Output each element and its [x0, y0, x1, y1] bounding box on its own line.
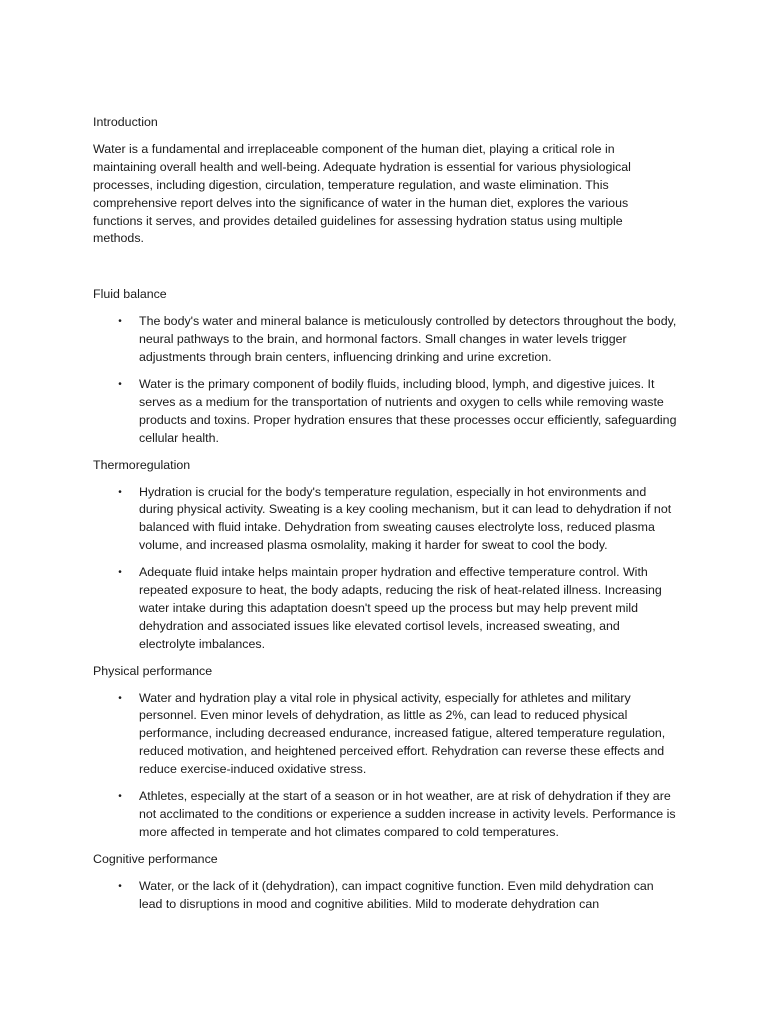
bullet-icon: •	[118, 692, 122, 704]
bullet-icon: •	[118, 378, 122, 390]
list-item-text: Water and hydration play a vital role in physical activity, especially for athletes and military personnel. Even minor levels of dehydration, as little as 2%, can lead to reduced physical performance, including decreased endurance, increased fatigue, altered temperature regulation, reduced motivation, and heightened perceived effort. Rehydration can reverse these effects and reduce exercise-induced oxidative stress.	[139, 690, 666, 777]
cognitive-performance-list	[93, 878, 677, 914]
list-item-text: Water, or the lack of it (dehydration), can impact cognitive function. Even mild dehydration can lead to disruptions in mood and cognitive abilities. Mild to moderate dehydration can	[139, 878, 654, 911]
list-item	[93, 376, 677, 448]
section-heading-cognitive-performance: Cognitive performance	[93, 851, 218, 866]
list-item	[93, 484, 677, 556]
list-item-text: Hydration is crucial for the body's temperature regulation, especially in hot environments and during physical activity. Sweating is a key cooling mechanism, but it can lead to dehydration if not balanced with fluid intake. Dehydration from sweating causes electrolyte loss, reduced plasma volume, and increased plasma osmolality, making it harder for sweat to cool the body.	[139, 484, 672, 553]
section-heading-fluid-balance: Fluid balance	[93, 287, 167, 302]
fluid-balance-list	[93, 313, 677, 447]
physical-performance-list	[93, 690, 677, 842]
bullet-icon: •	[118, 880, 122, 892]
list-item-text: The body's water and mineral balance is meticulously controlled by detectors throughout the body, neural pathways to the brain, and hormonal factors. Small changes in water levels trigger adjustments through brain centers, influencing drinking and urine excretion.	[139, 314, 677, 365]
list-item	[93, 788, 677, 842]
bullet-icon: •	[118, 316, 122, 328]
section-heading-thermoregulation: Thermoregulation	[93, 457, 191, 472]
intro-paragraph: Water is a fundamental and irreplaceable component of the human diet, playing a critical role in maintaining overall health and well-being. Adequate hydration is essential for various physiological processes, including digestion, circulation, temperature regulation, and waste elimination. This comprehensive report delves into the significance of water in the human diet, explores the various functions it serves, and provides detailed guidelines for assessing hydration status using multiple methods.	[93, 141, 631, 246]
thermoregulation-list	[93, 484, 677, 654]
list-item	[93, 690, 677, 780]
section-heading-introduction: Introduction	[93, 115, 158, 129]
section-heading-physical-performance: Physical performance	[93, 663, 213, 678]
list-item	[93, 878, 677, 914]
list-item-text: Adequate fluid intake helps maintain proper hydration and effective temperature control. With repeated exposure to heat, the body adapts, reducing the risk of heat-related illness. Increasing water intake during this adaptation doesn't speed up the process but may help prevent mild dehydration and associated issues like elevated cortisol levels, increased sweating, and electrolyte imbalances.	[139, 565, 662, 651]
list-item-text: Athletes, especially at the start of a season or in hot weather, are at risk of dehydration if they are not acclimated to the conditions or experience a sudden increase in activity levels. Performance is more affected in temperate and hot climates compared to cold temperatures.	[139, 789, 676, 839]
document-content	[93, 114, 677, 923]
list-item	[93, 313, 677, 367]
bullet-icon: •	[118, 486, 122, 498]
bullet-icon: •	[118, 567, 122, 579]
list-item	[93, 564, 677, 654]
bullet-icon: •	[118, 791, 122, 803]
list-item-text: Water is the primary component of bodily fluids, including blood, lymph, and digestive juices. It serves as a medium for the transportation of nutrients and oxygen to cells while removing waste products and toxins. Proper hydration ensures that these processes occur efficiently, safeguarding cellular health.	[139, 376, 677, 445]
